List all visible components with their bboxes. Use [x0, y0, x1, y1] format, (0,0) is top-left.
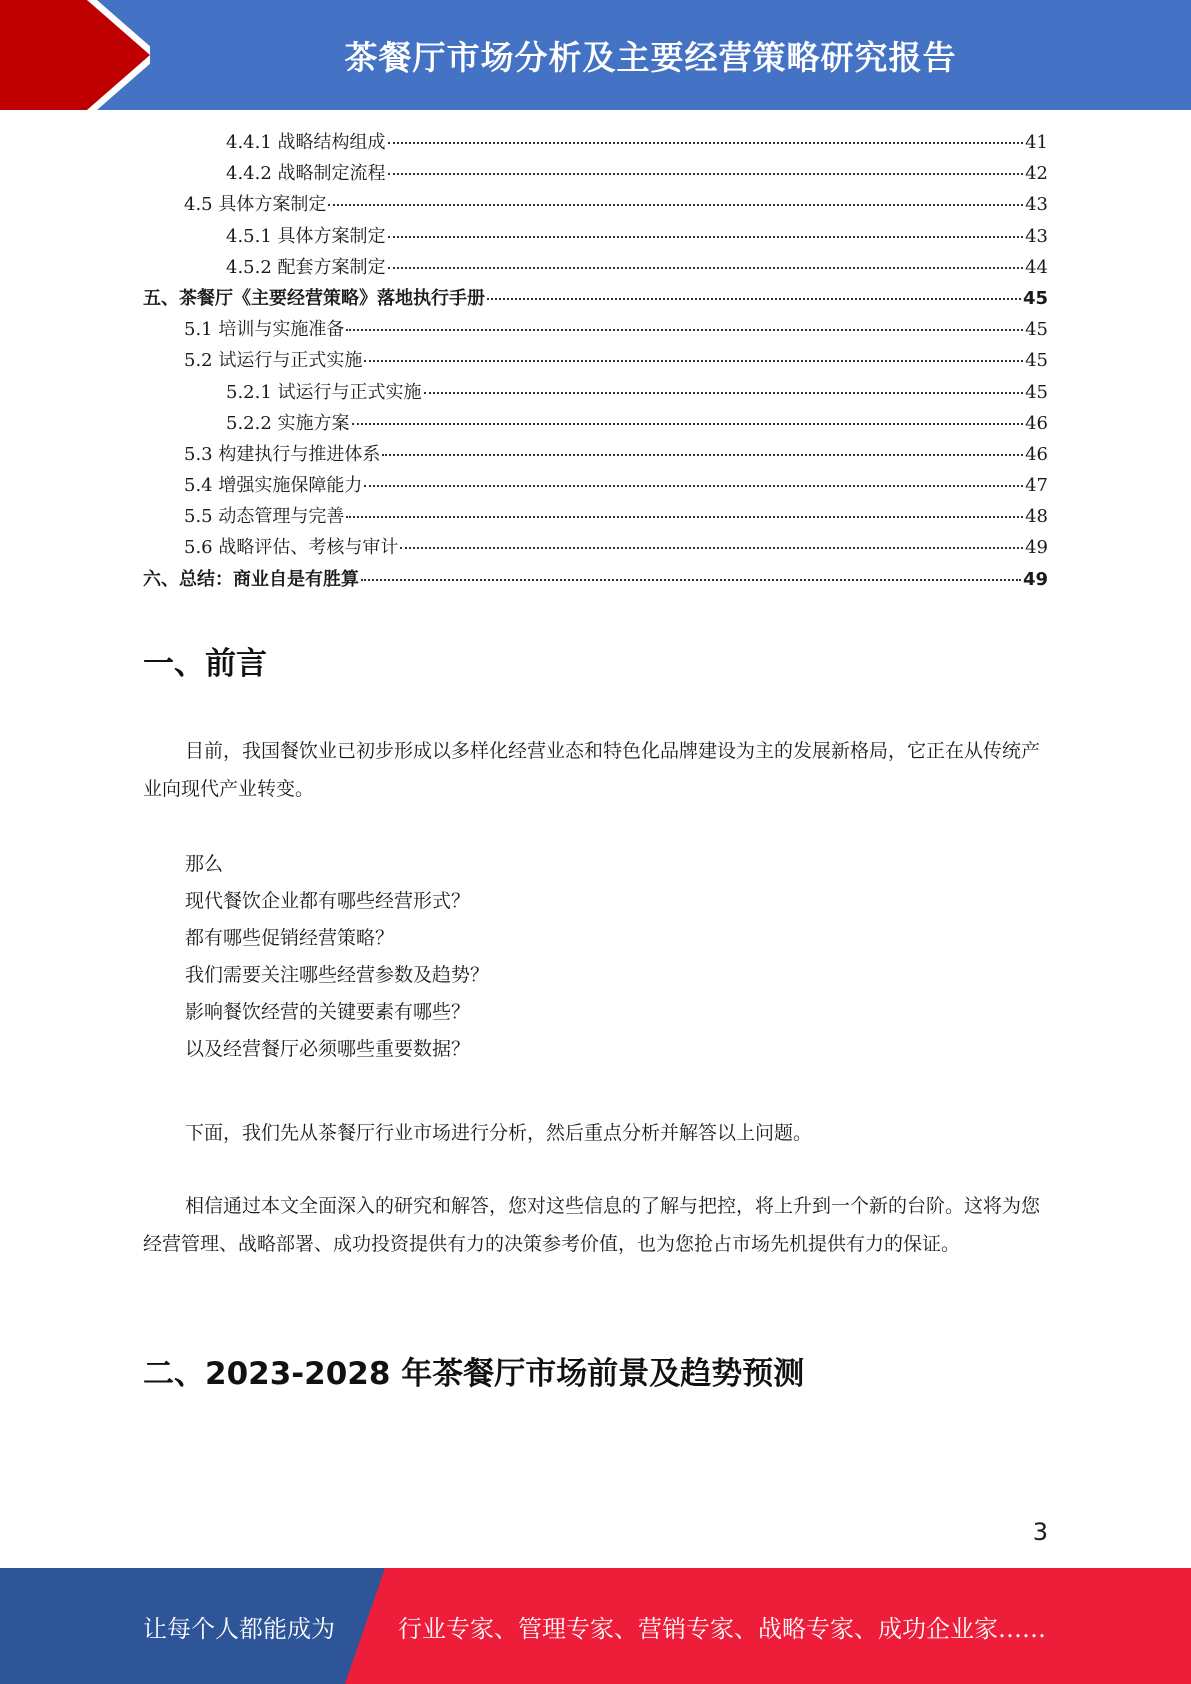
toc-entry-page: 45 [1025, 350, 1048, 372]
preface-paragraph-1: 目前，我国餐饮业已初步形成以多样化经营业态和特色化品牌建设为主的发展新格局，它正在从传统产业向现代产业转变。 [143, 740, 1041, 800]
toc-leader-dots [346, 516, 1023, 518]
toc-entry[interactable] [143, 378, 1048, 409]
toc-entry-page: 46 [1025, 443, 1048, 465]
toc-entry[interactable] [143, 315, 1048, 346]
toc-entry-label: 5.1 培训与实施准备 [184, 319, 345, 341]
toc-entry-page: 41 [1025, 132, 1048, 153]
toc-entry-page: 42 [1025, 163, 1048, 185]
toc-leader-dots [400, 547, 1023, 549]
toc-leader-dots [487, 298, 1021, 300]
footer-slogan-left: 让每个人都能成为 [143, 1614, 335, 1643]
toc-entry-page: 48 [1025, 506, 1048, 528]
toc-leader-dots [388, 236, 1024, 238]
section-heading-preface: 一、前言 [143, 646, 267, 682]
toc-entry-page: 45 [1022, 287, 1048, 309]
toc-entry-label: 五、茶餐厅《主要经营策略》落地执行手册 [143, 287, 485, 309]
toc-entry[interactable] [143, 565, 1048, 596]
toc-entry[interactable] [143, 440, 1048, 471]
preface-paragraph-3: 相信通过本文全面深入的研究和解答，您对这些信息的了解与把控，将上升到一个新的台阶。这将为您经营管理、战略部署、成功投资提供有力的决策参考价值，也为您抢占市场先机提供有力的保证。 [143, 1195, 1041, 1255]
toc-entry-label: 4.4.1 战略结构组成 [226, 132, 386, 153]
table-of-contents [143, 128, 1048, 596]
toc-entry-page: 43 [1025, 225, 1048, 247]
toc-entry-label: 5.2.1 试运行与正式实施 [226, 381, 422, 403]
question-item: 我们需要关注哪些经营参数及趋势？ [185, 964, 490, 986]
toc-entry-page: 46 [1025, 412, 1048, 434]
toc-leader-dots [424, 392, 1024, 394]
toc-entry-page: 45 [1025, 319, 1048, 341]
question-item: 现代餐饮企业都有哪些经营形式？ [185, 890, 471, 912]
toc-entry-label: 4.4.2 战略制定流程 [226, 163, 386, 185]
toc-entry-page: 44 [1025, 256, 1048, 278]
toc-entry[interactable] [143, 128, 1048, 159]
toc-leader-dots [364, 360, 1023, 362]
toc-entry-label: 5.3 构建执行与推进体系 [184, 443, 381, 465]
toc-entry-page: 45 [1025, 381, 1048, 403]
toc-leader-dots [328, 204, 1023, 206]
toc-leader-dots [382, 454, 1023, 456]
toc-entry-label: 5.2.2 实施方案 [226, 412, 350, 434]
toc-entry[interactable] [143, 159, 1048, 190]
footer-slogan-right: 行业专家、管理专家、营销专家、战略专家、成功企业家…… [398, 1614, 1046, 1643]
toc-entry[interactable] [143, 533, 1048, 564]
toc-entry-label: 5.6 战略评估、考核与审计 [184, 537, 399, 559]
report-title: 茶餐厅市场分析及主要经营策略研究报告 [344, 37, 957, 77]
question-item: 那么 [185, 853, 224, 875]
toc-entry[interactable] [143, 502, 1048, 533]
toc-leader-dots [364, 485, 1023, 487]
toc-entry-page: 47 [1025, 475, 1048, 497]
toc-entry-page: 49 [1022, 568, 1048, 590]
question-list [185, 846, 489, 1068]
question-item: 以及经营餐厅必须哪些重要数据？ [185, 1038, 471, 1060]
toc-leader-dots [388, 173, 1024, 175]
toc-entry-label: 4.5 具体方案制定 [184, 194, 327, 216]
page-number: 3 [1032, 1518, 1048, 1546]
preface-paragraph-2: 下面，我们先从茶餐厅行业市场进行分析，然后重点分析并解答以上问题。 [185, 1122, 813, 1144]
toc-entry[interactable] [143, 253, 1048, 284]
toc-leader-dots [361, 579, 1021, 581]
toc-entry-label: 4.5.1 具体方案制定 [226, 225, 386, 247]
toc-leader-dots [388, 267, 1024, 269]
toc-leader-dots [346, 329, 1023, 331]
toc-entry[interactable] [143, 190, 1048, 221]
toc-leader-dots [352, 423, 1024, 425]
toc-entry-page: 43 [1025, 194, 1048, 216]
toc-entry[interactable] [143, 471, 1048, 502]
toc-entry-label: 5.4 增强实施保障能力 [184, 475, 363, 497]
header-red-chevron [0, 0, 150, 110]
question-item: 都有哪些促销经营策略？ [185, 927, 395, 949]
toc-entry[interactable] [143, 222, 1048, 253]
toc-entry[interactable] [143, 284, 1048, 315]
page-header [0, 0, 1191, 110]
toc-entry-label: 5.2 试运行与正式实施 [184, 350, 363, 372]
toc-leader-dots [388, 142, 1024, 144]
toc-entry[interactable] [143, 409, 1048, 440]
toc-entry-label: 4.5.2 配套方案制定 [226, 256, 386, 278]
section-heading-forecast: 二、2023-2028 年茶餐厅市场前景及趋势预测 [143, 1356, 805, 1392]
toc-entry-page: 49 [1025, 537, 1048, 559]
question-item: 影响餐饮经营的关键要素有哪些？ [185, 1001, 471, 1023]
toc-entry[interactable] [143, 346, 1048, 377]
page-footer [0, 1568, 1191, 1684]
toc-entry-label: 5.5 动态管理与完善 [184, 506, 345, 528]
toc-entry-label: 六、总结：商业自是有胜算 [143, 568, 359, 590]
